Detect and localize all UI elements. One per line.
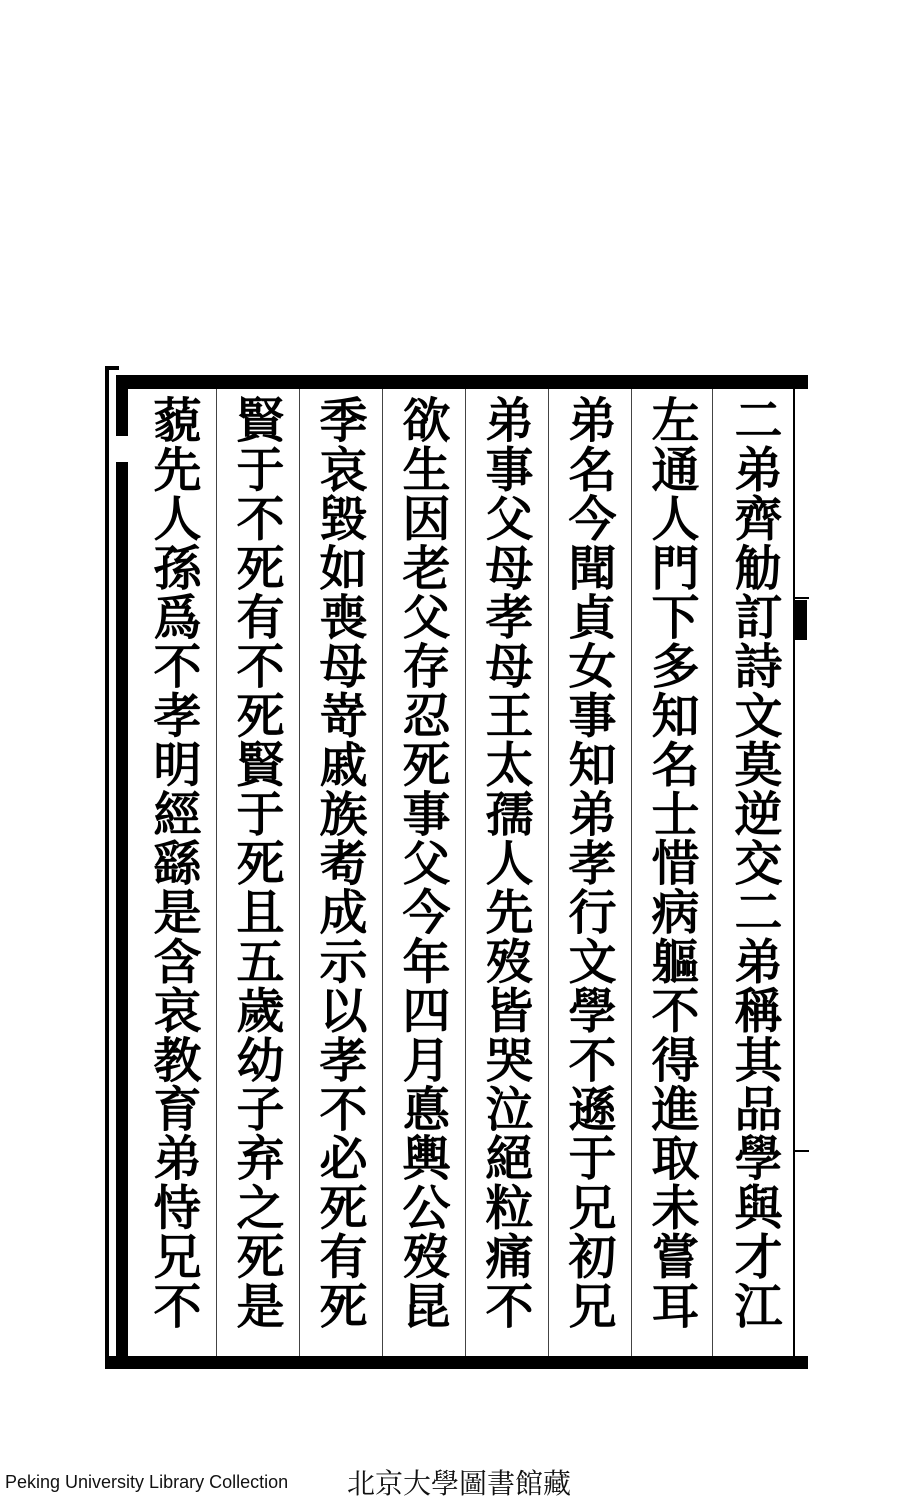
fishtail-mark-line	[795, 1150, 809, 1152]
fishtail-mark	[795, 600, 807, 640]
column-rule	[299, 389, 300, 1356]
collection-label-en: Peking University Library Collection	[5, 1472, 289, 1492]
text-column-1: 二弟齊觔訂詩文莫逆交二弟稱其品學與才江	[726, 395, 782, 1330]
fishtail-mark-line	[795, 597, 809, 599]
frame-top-border	[118, 375, 808, 389]
text-column-2: 左通人門下多知名士惜病軀不得進取未嘗耳	[643, 395, 699, 1330]
collection-label-zh: 北京大學圖書館藏	[347, 1467, 572, 1500]
collection-footer	[0, 1462, 900, 1498]
frame-right-border	[793, 389, 795, 1356]
frame-bottom-border	[108, 1356, 808, 1369]
text-column-5: 欲生因老父存忍死事父今年四月悳輿公歿昆	[394, 395, 450, 1330]
column-rule	[216, 389, 217, 1356]
frame-left-gap	[116, 436, 128, 462]
frame-left-inner-border	[116, 375, 128, 1365]
text-column-8: 藐先人孫爲不孝明經繇是含哀教育弟恃兄不	[145, 395, 201, 1330]
column-rule	[548, 389, 549, 1356]
text-column-3: 弟名今聞貞女事知弟孝行文學不遜于兄初兄	[560, 395, 616, 1330]
frame-left-outer-border	[105, 366, 109, 1369]
column-rule	[465, 389, 466, 1356]
text-column-4: 弟事父母孝母王太孺人先歿皆哭泣絕粒痛不	[477, 395, 533, 1330]
column-rule	[382, 389, 383, 1356]
text-column-6: 季哀毀如喪母嵜戚族耇成示以孝不必死有死	[311, 395, 367, 1330]
text-column-7: 賢于不死有不死賢于死且五歲幼子弃之死是	[228, 395, 284, 1330]
column-rule	[631, 389, 632, 1356]
column-rule	[712, 389, 713, 1356]
